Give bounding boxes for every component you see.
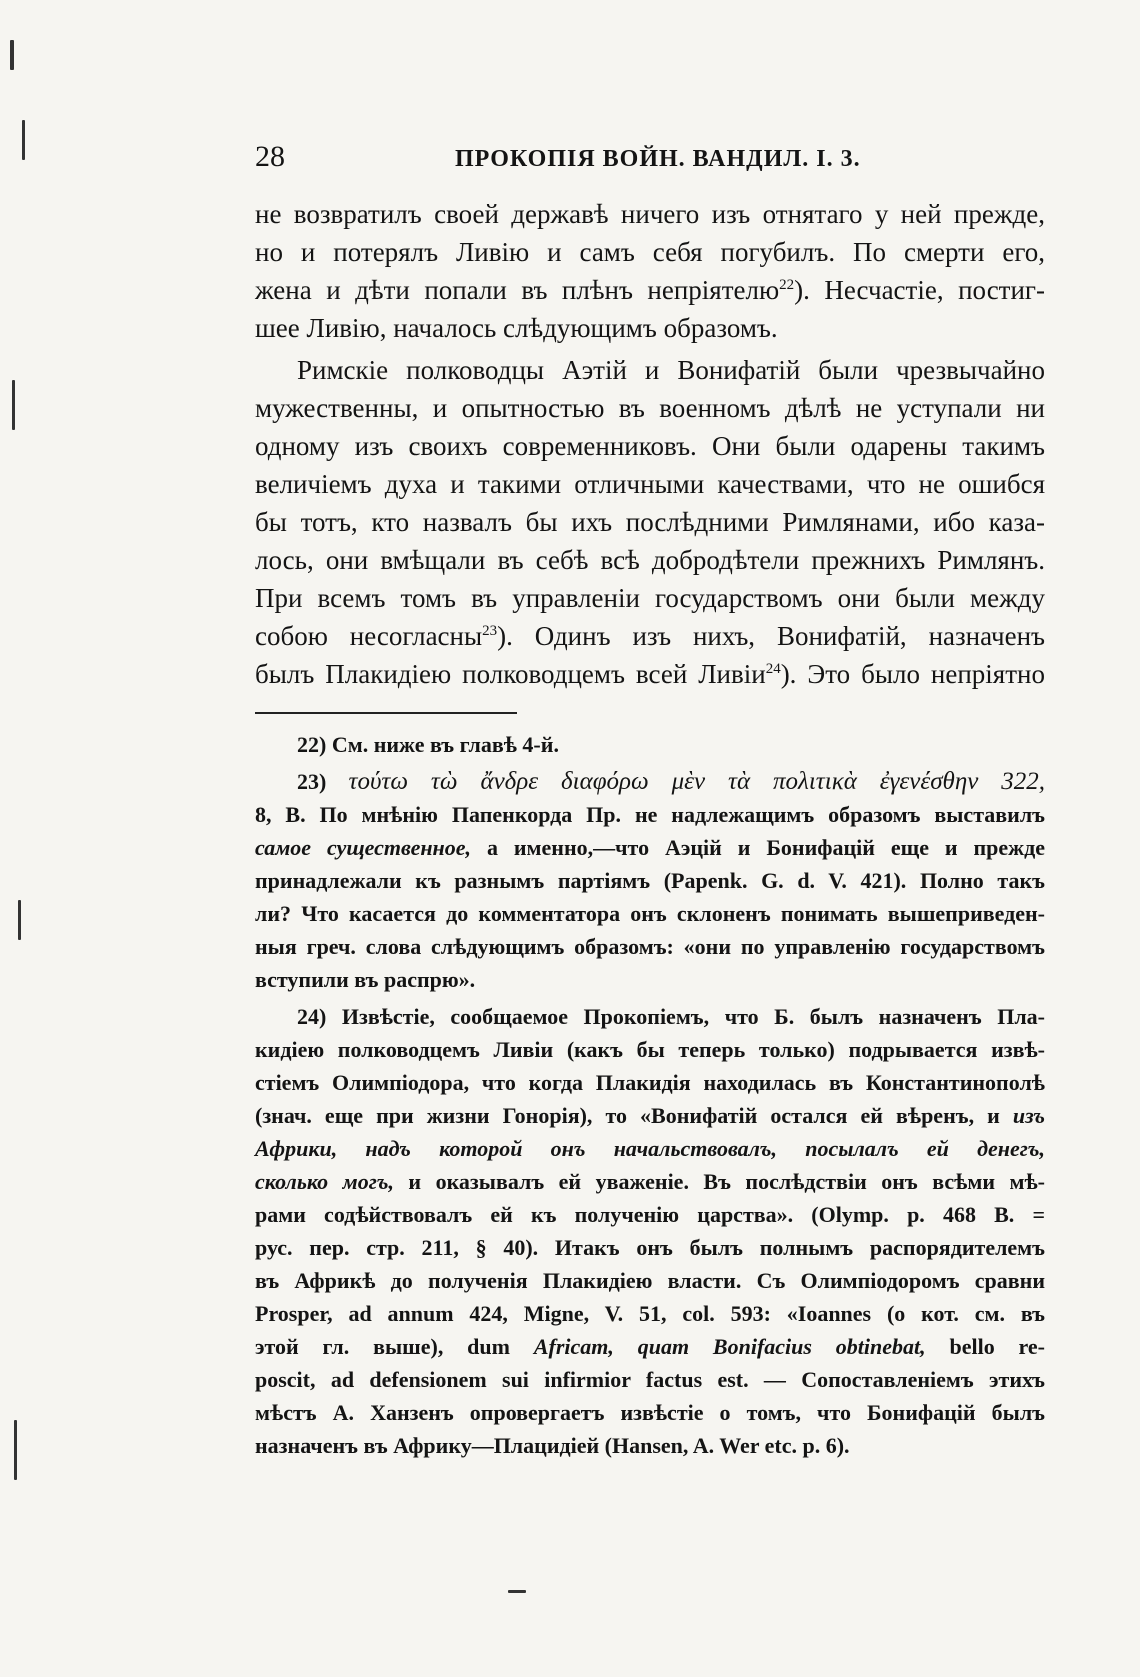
text-line: шее Ливію, началось слѣдующимъ образомъ. [255, 313, 778, 343]
footnote-23 [255, 765, 1045, 996]
footnote-line: ли? Что касается до комментатора онъ склоненъ понимать вышеприведен- [255, 901, 1045, 926]
footnote-divider [255, 712, 517, 714]
text-line: величіемъ духа и такими отличными качествами, что не ошибся [255, 469, 1045, 499]
scan-speck [508, 1590, 526, 1593]
text-fragment: былъ Плакидіею полководцемъ всей Ливіи [255, 659, 766, 689]
page-header [255, 140, 1045, 180]
italic-text: Africam, quam Bonifacius obtinebat, [533, 1334, 926, 1359]
text-fragment: ). Несчастіе, постиг- [794, 275, 1045, 305]
footnote-line: 22) См. ниже въ главѣ 4-й. [297, 732, 559, 757]
text-fragment: ). Одинъ изъ нихъ, Вонифатій, назначенъ [497, 621, 1045, 651]
text-line: Римскіе полководцы Аэтій и Вонифатій были чрезвычайно [297, 355, 1045, 385]
footnote-line [255, 1099, 1045, 1132]
footnote-line [255, 1330, 1045, 1363]
text-line: лось, они вмѣщали въ себѣ всѣ добродѣтели прежнихъ Римлянъ. [255, 545, 1045, 575]
footnote-line: назначенъ въ Африку—Плацидіей (Hansen, A. Wer etc. p. 6). [255, 1433, 850, 1458]
scan-speck [10, 40, 14, 70]
footnote-line [255, 765, 1045, 798]
footnote-ref-24[interactable]: 24 [765, 661, 781, 677]
footnote-line [255, 831, 1045, 864]
footnote-ref-23[interactable]: 23 [482, 623, 498, 639]
text-line: одному изъ своихъ современниковъ. Они были одарены такимъ [255, 431, 1045, 461]
footnote-line [255, 1165, 1045, 1198]
text-fragment: жена и дѣти попали въ плѣнъ непріятелю [255, 275, 780, 305]
footnote-ref-22[interactable]: 22 [779, 277, 795, 293]
scan-speck [12, 380, 15, 430]
text-fragment: bello re- [925, 1334, 1045, 1359]
text-fragment: собою несогласны [255, 621, 483, 651]
page-number: 28 [255, 140, 285, 173]
footnote-line: въ Африкѣ до полученія Плакидіею власти. Съ Олимпіодоромъ сравни [255, 1268, 1045, 1293]
text-line: мужественны, и опытностью въ военномъ дѣлѣ не уступали ни [255, 393, 1045, 423]
text-fragment: (знач. еще при жизни Гонорія), то «Вонифатій остался ей вѣренъ, и [255, 1103, 1000, 1128]
italic-text: самое существенное, [255, 835, 472, 860]
footnote-line: рус. пер. стр. 211, § 40). Итакъ онъ былъ полнымъ распорядителемъ [255, 1235, 1045, 1260]
footnote-line: вступили въ распрю». [255, 967, 476, 992]
italic-text: сколько могъ, [255, 1169, 394, 1194]
footnotes [255, 728, 1045, 1466]
greek-quote: τούτω τὼ ἄνδρε διαφόρω μὲν τὰ πολιτικὰ ἐγενέσθην 322, [348, 768, 1045, 795]
footnote-line: стіемъ Олимпіодора, что когда Плакидія находилась въ Константинополѣ [255, 1070, 1045, 1095]
text-line [255, 271, 1045, 309]
footnote-line: Prosper, ad annum 424, Migne, V. 51, col. 593: «Ioannes (о кот. см. въ [255, 1301, 1045, 1326]
text-line: не возвратилъ своей державѣ ничего изъ отнятаго у ней прежде, [255, 199, 1045, 229]
footnote-line: 8, B. По мнѣнію Папенкорда Пр. не надлежащимъ образомъ выставилъ [255, 802, 1045, 827]
footnote-22 [255, 728, 1045, 761]
footnote-line: Африки, надъ которой онъ начальствовалъ, посылалъ ей денегъ, [255, 1136, 1045, 1161]
scan-speck [14, 1420, 17, 1480]
footnote-line: ныя греч. слова слѣдующимъ образомъ: «они по управленію государствомъ [255, 934, 1045, 959]
paragraph-2 [255, 351, 1045, 693]
text-fragment: ). Это было непріятно [780, 659, 1045, 689]
text-line: но и потерялъ Ливію и самъ себя погубилъ. По смерти его, [255, 237, 1045, 267]
running-title: ПРОКОПІЯ ВОЙН. ВАНДИЛ. I. 3. [455, 146, 861, 172]
text-line: бы тотъ, кто назвалъ бы ихъ послѣдними Римлянами, ибо каза- [255, 507, 1045, 537]
footnote-line: poscit, ad defensionem sui infirmior factus est. — Сопоставленіемъ этихъ [255, 1367, 1045, 1392]
text-line [255, 617, 1045, 655]
text-fragment: и оказывалъ ей уваженіе. Въ послѣдствіи онъ всѣми мѣ- [393, 1169, 1045, 1194]
footnote-number: 23) [297, 769, 327, 794]
scan-speck [18, 900, 21, 940]
scan-speck [22, 120, 25, 160]
text-fragment: этой гл. выше), dum [255, 1334, 534, 1359]
footnote-24 [255, 1000, 1045, 1462]
footnote-line: принадлежали къ разнымъ партіямъ (Papenk. G. d. V. 421). Полно такъ [255, 868, 1045, 893]
text-fragment: а именно,—что Аэцій и Бонифацій еще и прежде [471, 835, 1045, 860]
text-line [255, 655, 1045, 693]
footnote-line: рами содѣйствовалъ ей къ полученію царства». (Olymp. p. 468 B. = [255, 1202, 1045, 1227]
main-text [255, 195, 1045, 693]
text-line: При всемъ томъ въ управленіи государствомъ они были между [255, 583, 1045, 613]
paragraph-1 [255, 195, 1045, 347]
footnote-line: кидіею полководцемъ Ливіи (какъ бы теперь только) подрывается извѣ- [255, 1037, 1045, 1062]
italic-text: изъ [999, 1103, 1045, 1128]
footnote-line: 24) Извѣстіе, сообщаемое Прокопіемъ, что Б. былъ назначенъ Пла- [297, 1004, 1045, 1029]
footnote-line: мѣстъ А. Ханзенъ опровергаетъ извѣстіе о томъ, что Бонифацій былъ [255, 1400, 1045, 1425]
